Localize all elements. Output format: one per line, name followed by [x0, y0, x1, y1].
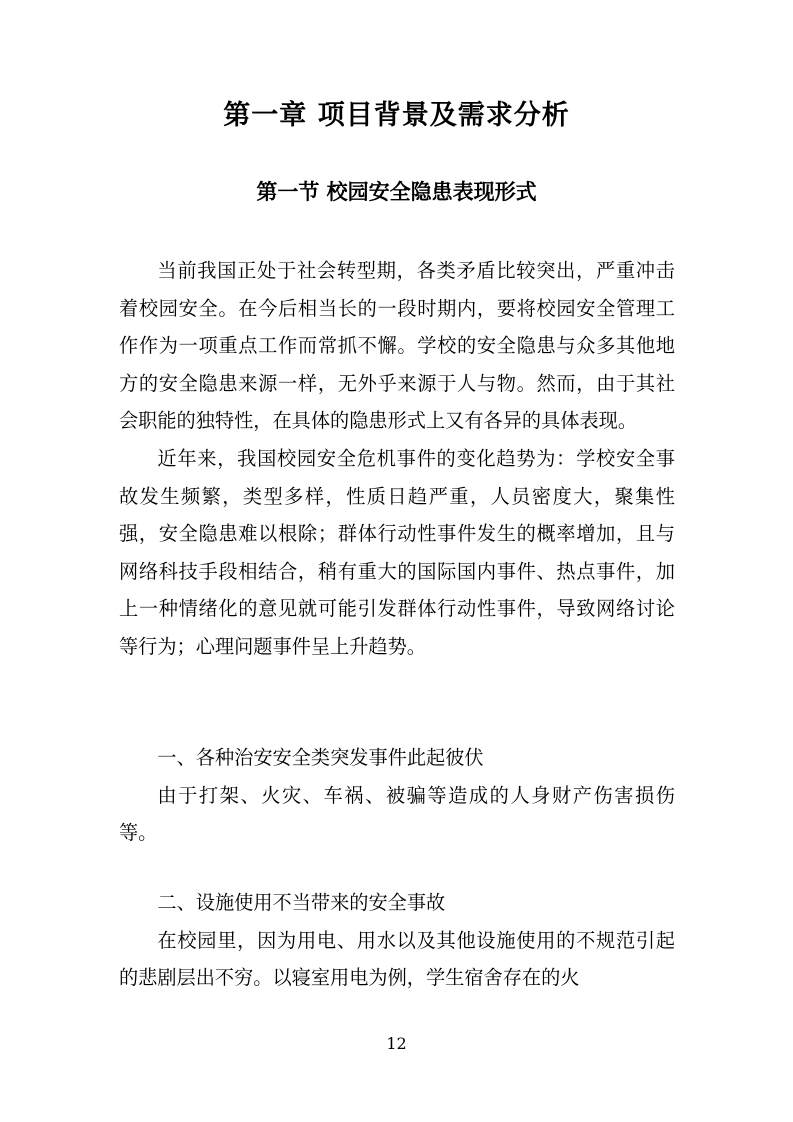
subsection-2 [119, 884, 675, 997]
subsection-heading: 二、设施使用不当带来的安全事故 [157, 891, 446, 914]
subsection-text: 由于打架、火灾、车祸、被骗等造成的人身财产伤害损伤等。 [119, 783, 675, 845]
subsection-1 [119, 739, 675, 852]
page-number: 12 [386, 1034, 407, 1053]
subsection-heading: 一、各种治安安全类突发事件此起彼伏 [157, 746, 484, 769]
body-paragraph: 当前我国正处于社会转型期，各类矛盾比较突出，严重冲击着校园安全。在今后相当长的一段时期内，要将校园安全管理工作作为一项重点工作而常抓不懈。学校的安全隐患与众多其他地方的安全隐患来源一样，无外乎来源于人与物。然而，由于其社会职能的独特性，在具体的隐患形式上又有各异的具体表现。 [119, 259, 675, 433]
subsection-text: 在校园里，因为用电、用水以及其他设施使用的不规范引起的悲剧层出不穷。以寝室用电为例，学生宿舍存在的火 [119, 928, 675, 990]
body-paragraph: 近年来，我国校园安全危机事件的变化趋势为：学校安全事故发生频繁，类型多样，性质日趋严重，人员密度大，聚集性强，安全隐患难以根除；群体行动性事件发生的概率增加，且与网络科技手段相结合，稍有重大的国际国内事件、热点事件，加上一种情绪化的意见就可能引发群体行动性事件，导致网络讨论等行为；心理问题事件呈上升趋势。 [119, 446, 675, 658]
chapter-title: 第一章 项目背景及需求分析 [223, 100, 570, 131]
section-title: 第一节 校园安全隐患表现形式 [256, 180, 537, 204]
intro-paragraphs [119, 252, 675, 666]
